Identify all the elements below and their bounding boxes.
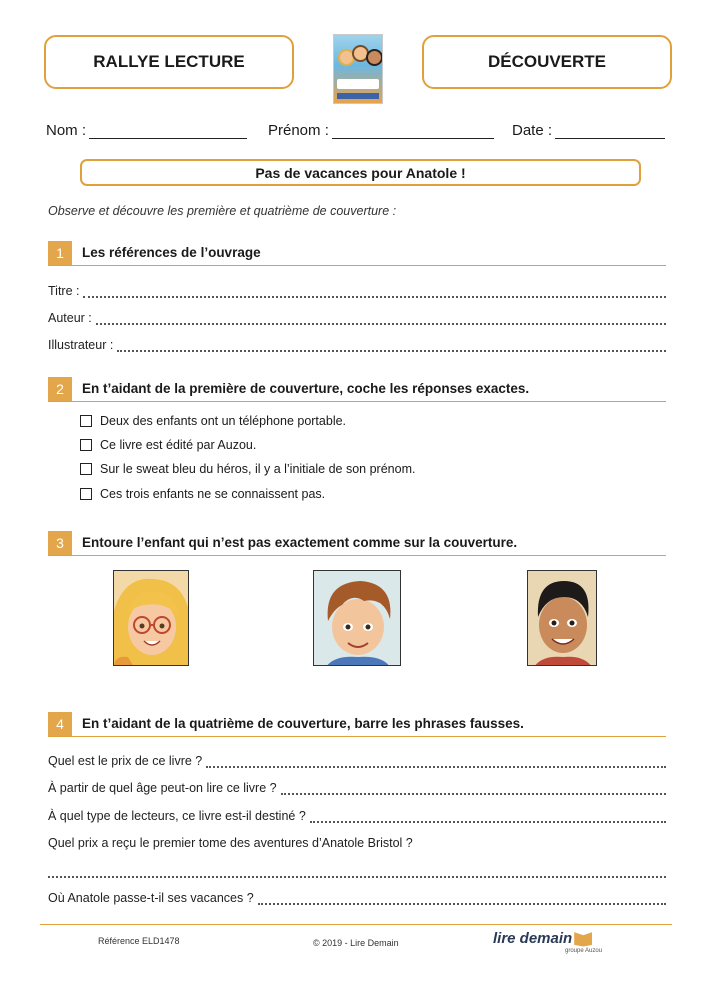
section-1-number: 1 (48, 241, 72, 265)
nom-line[interactable] (89, 124, 247, 139)
footer-copyright: © 2019 - Lire Demain (313, 938, 399, 948)
book-logo-icon (574, 931, 592, 947)
question-1-label: Quel est le prix de ce livre ? (48, 754, 203, 768)
checkbox[interactable] (80, 463, 92, 475)
intro-text: Observe et découvre les première et quatrième de couverture : (48, 204, 397, 218)
question-3-label: À quel type de lecteurs, ce livre est-il destiné ? (48, 809, 306, 823)
question-4-label-row (48, 832, 666, 850)
question-4-line[interactable] (48, 860, 666, 878)
book-cover-thumbnail (333, 34, 383, 104)
section-3-title: Entoure l’enfant qui n’est pas exactement comme sur la couverture. (82, 535, 518, 550)
girl-portrait-illustration (114, 571, 189, 666)
header-right-box (422, 35, 672, 89)
header-left-box (44, 35, 294, 89)
question-1-line[interactable] (48, 750, 666, 768)
child-portrait-boy-brown[interactable] (313, 570, 401, 666)
check-label: Ces trois enfants ne se connaissent pas. (100, 487, 326, 501)
logo-subtext: groupe Auzou (565, 948, 603, 954)
check-item-4[interactable] (80, 487, 325, 501)
checkbox[interactable] (80, 488, 92, 500)
prenom-label: Prénom : (268, 122, 329, 139)
header-left-title: RALLYE LECTURE (93, 52, 245, 71)
book-title-box (80, 159, 641, 186)
book-title: Pas de vacances pour Anatole ! (255, 164, 466, 181)
question-5-label: Où Anatole passe-t-il ses vacances ? (48, 891, 254, 905)
section-2-header (48, 377, 666, 402)
question-4-label: Quel prix a reçu le premier tome des aventures d’Anatole Bristol ? (48, 836, 413, 850)
question-3-line[interactable] (48, 805, 666, 823)
boy-brown-portrait-illustration (314, 571, 401, 666)
question-2-label: À partir de quel âge peut-on lire ce livre ? (48, 781, 277, 795)
titre-line[interactable] (48, 280, 666, 298)
auteur-label: Auteur : (48, 311, 92, 325)
auteur-line[interactable] (48, 307, 666, 325)
section-2-title: En t’aidant de la première de couverture, coche les réponses exactes. (82, 381, 530, 396)
section-4-title: En t’aidant de la quatrième de couverture, barre les phrases fausses. (82, 716, 524, 731)
checkbox[interactable] (80, 439, 92, 451)
section-3-number: 3 (48, 531, 72, 555)
illustrateur-line[interactable] (48, 334, 666, 352)
question-2-line[interactable] (48, 777, 666, 795)
section-4-header (48, 712, 666, 737)
section-1-header (48, 241, 666, 266)
logo-text: lire demain (493, 930, 573, 947)
footer-divider (40, 924, 672, 925)
check-item-2[interactable] (80, 438, 256, 452)
boy-dark-portrait-illustration (528, 571, 597, 666)
lire-demain-logo (493, 930, 592, 947)
nom-field[interactable] (46, 122, 247, 139)
titre-label: Titre : (48, 284, 80, 298)
section-3-header (48, 531, 666, 556)
child-portrait-boy-dark[interactable] (527, 570, 597, 666)
nom-label: Nom : (46, 122, 87, 139)
section-2-number: 2 (48, 377, 72, 401)
date-label: Date : (512, 122, 553, 139)
question-5-line[interactable] (48, 887, 666, 905)
check-label: Sur le sweat bleu du héros, il y a l’initiale de son prénom. (100, 462, 416, 476)
illustrateur-label: Illustrateur : (48, 338, 114, 352)
check-item-3[interactable] (80, 462, 415, 476)
prenom-line[interactable] (332, 124, 494, 139)
check-label: Ce livre est édité par Auzou. (100, 438, 257, 452)
prenom-field[interactable] (268, 122, 494, 139)
checkbox[interactable] (80, 415, 92, 427)
check-item-1[interactable] (80, 414, 346, 428)
child-portrait-girl[interactable] (113, 570, 189, 666)
footer-reference: Référence ELD1478 (98, 936, 180, 946)
check-label: Deux des enfants ont un téléphone portable. (100, 414, 347, 428)
section-4-number: 4 (48, 712, 72, 736)
date-line[interactable] (555, 124, 665, 139)
section-1-title: Les références de l’ouvrage (82, 245, 261, 260)
header-right-title: DÉCOUVERTE (487, 52, 607, 71)
date-field[interactable] (512, 122, 665, 139)
